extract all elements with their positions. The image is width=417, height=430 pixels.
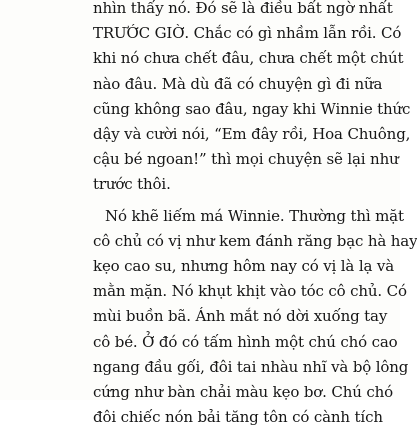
text-line: đôi chiếc nón bải tăng tôn có cành tích xyxy=(93,408,383,427)
text-line: TRƯỚC GIỜ. Chắc có gì nhầm lẫn rồi. Có xyxy=(93,24,402,43)
text-line: cô chủ có vị như kem đánh răng bạc hà hay xyxy=(93,231,417,250)
body-text xyxy=(93,0,417,430)
text-line: cũng không sao đâu, ngay khi Winnie thức xyxy=(93,99,411,118)
text-line: mằn mặn. Nó khụt khịt vào tóc cô chủ. Có xyxy=(93,282,407,301)
text-line: dậy và cười nói, “Em đây rồi, Hoa Chuông, xyxy=(93,125,411,144)
text-line: ngang đầu gối, đôi tai nhàu nhĩ và bộ lông xyxy=(93,357,409,376)
paragraph-2 xyxy=(93,204,417,430)
text-line: Nó khẽ liếm má Winnie. Thường thì mặt xyxy=(105,206,404,225)
text-line: kẹo cao su, nhưng hôm nay có vị là lạ và xyxy=(93,257,395,276)
text-line: trước thôi. xyxy=(93,175,171,194)
text-line: cô bé. Ở đó có tấm hình một chú chó cao xyxy=(93,332,398,351)
text-line: khi nó chưa chết đâu, chưa chết một chút xyxy=(93,49,404,68)
text-line: nào đâu. Mà dù đã có chuyện gì đi nữa xyxy=(93,74,383,93)
text-line: cứng như bàn chải màu kẹo bơ. Chú chó xyxy=(93,383,394,402)
paragraph-1 xyxy=(93,0,411,198)
text-line: cậu bé ngoan!” thì mọi chuyện sẽ lại như xyxy=(93,150,399,169)
text-line: nhìn thấy nó. Đó sẽ là điều bất ngờ nhất xyxy=(93,0,393,17)
text-line: mùi buồn bã. Ánh mắt nó dời xuống tay xyxy=(93,307,388,326)
